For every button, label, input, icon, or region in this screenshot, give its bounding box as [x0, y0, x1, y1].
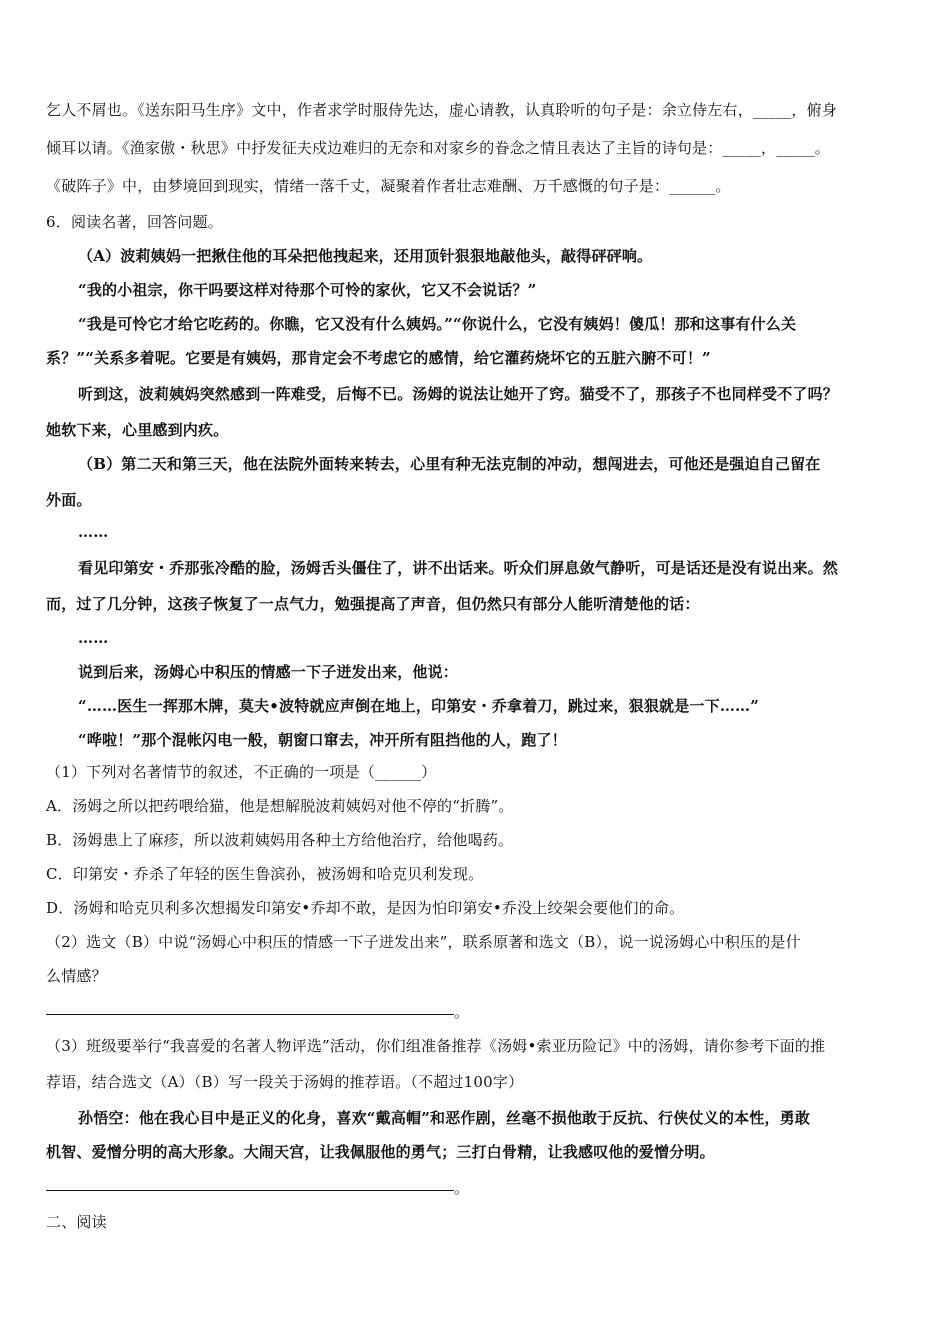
sub1-stem: （1）下列对名著情节的叙述，不正确的一项是（______） — [46, 763, 437, 781]
option-b: B．汤姆患上了麻疹，所以波莉姨妈用各种土方给他治疗，给他喝药。 — [46, 831, 514, 849]
sub3-example-line-2: 机智、爱憎分明的高大形象。大闹天宫，让我佩服他的勇气；三打白骨精，让我感叹他的爱憎分明。 — [46, 1143, 715, 1161]
option-d: D．汤姆和哈克贝利多次想揭发印第安•乔却不敢，是因为怕印第安•乔没上绞架会要他们的命。 — [46, 899, 685, 917]
passage-a-line-1: （A）波莉姨妈一把揪住他的耳朵把他拽起来，还用顶针狠狠地敲他头，敲得砰砰响。 — [78, 247, 653, 265]
sub3-example-line-1: 孙悟空：他在我心目中是正义的化身，喜欢“戴高帽”和恶作剧，丝毫不损他敢于反抗、行侠仗义的本性，勇敢 — [78, 1109, 811, 1127]
passage-a-line-3: “我是可怜它才给它吃药的。你瞧，它又没有什么姨妈。”“你说什么，它没有姨妈！傻瓜！那和这事有什么关 — [78, 315, 797, 333]
sub3-answer-period: 。 — [454, 1179, 470, 1197]
passage-a-line-2: “我的小祖宗，你干吗要这样对待那个可怜的家伙，它又不会说话？” — [78, 281, 537, 299]
passage-a-line-4: 系？”“关系多着呢。它要是有姨妈，那肯定会不考虑它的感情，给它灌药烧坏它的五脏六腑不可！” — [46, 349, 711, 367]
sub3-stem-line-1: （3）班级要举行“我喜爱的名著人物评选”活动，你们组准备推荐《汤姆•索亚历险记》中的汤姆，请你参考下面的推 — [46, 1037, 826, 1055]
passage-b-line-3: 看见印第安・乔那张冷酷的脸，汤姆舌头僵住了，讲不出话来。听众们屏息敛气静听，可是话还是没有说出来。然 — [78, 559, 839, 577]
option-a: A．汤姆之所以把药喂给猫，他是想解脱波莉姨妈对他不停的“折腾”。 — [46, 797, 514, 815]
intro-line-2: 倾耳以请。《渔家傲・秋思》中抒发征夫戍边难归的无奈和对家乡的眷念之情且表达了主旨的诗句是：_____，_____。 — [46, 139, 830, 157]
passage-b-line-5: 说到后来，汤姆心中积压的情感一下子迸发出来，他说： — [78, 663, 459, 681]
sub3-stem-line-2: 荐语，结合选文（A）（B）写一段关于汤姆的推荐语。（不超过100字） — [46, 1073, 524, 1091]
passage-b-line-4: 而，过了几分钟，这孩子恢复了一点气力，勉强提高了声音，但仍然只有部分人能听清楚他的话： — [46, 595, 700, 613]
passage-b-ellipsis-2: …… — [78, 629, 109, 647]
intro-line-3: 《破阵子》中，由梦境回到现实，情绪一落千丈，凝聚着作者壮志难酬、万千感慨的句子是：______。 — [46, 177, 731, 195]
sub3-answer-line — [46, 1190, 454, 1191]
option-c: C．印第安・乔杀了年轻的医生鲁滨孙，被汤姆和哈克贝利发现。 — [46, 865, 484, 883]
passage-a-line-5: 听到这，波莉姨妈突然感到一阵难受，后悔不已。汤姆的说法让她开了窍。猫受不了，那孩子不也同样受不了吗？ — [78, 385, 839, 403]
question6-title: 6．阅读名著，回答问题。 — [46, 213, 223, 231]
passage-b-line-6: “……医生一挥那木牌，莫夫•波特就应声倒在地上，印第安・乔拿着刀，跳过来，狠狠就是一下……” — [78, 697, 760, 715]
sub2-answer-period: 。 — [454, 1003, 470, 1021]
passage-b-line-1: （B）第二天和第三天，他在法院外面转来转去，心里有种无法克制的冲动，想闯进去，可他还是强迫自己留在 — [78, 455, 821, 473]
intro-line-1: 乞人不屑也。《送东阳马生序》文中，作者求学时服侍先达，虚心请教，认真聆听的句子是：余立侍左右，_____，俯身 — [46, 101, 838, 119]
sub2-stem-line-2: 么情感？ — [46, 967, 107, 985]
sub2-answer-line — [46, 1014, 454, 1015]
passage-b-line-7: “哗啦！”那个混帐闪电一般，朝窗口窜去，冲开所有阻挡他的人，跑了！ — [78, 731, 567, 749]
passage-b-ellipsis-1: …… — [78, 523, 109, 541]
passage-b-line-2: 外面。 — [46, 491, 92, 509]
passage-a-line-6: 她软下来，心里感到内疚。 — [46, 421, 229, 439]
section2-title: 二、阅读 — [46, 1213, 107, 1231]
sub2-stem-line-1: （2）选文（B）中说“汤姆心中积压的情感一下子迸发出来”，联系原著和选文（B），说一说汤姆心中积压的是什 — [46, 933, 801, 951]
